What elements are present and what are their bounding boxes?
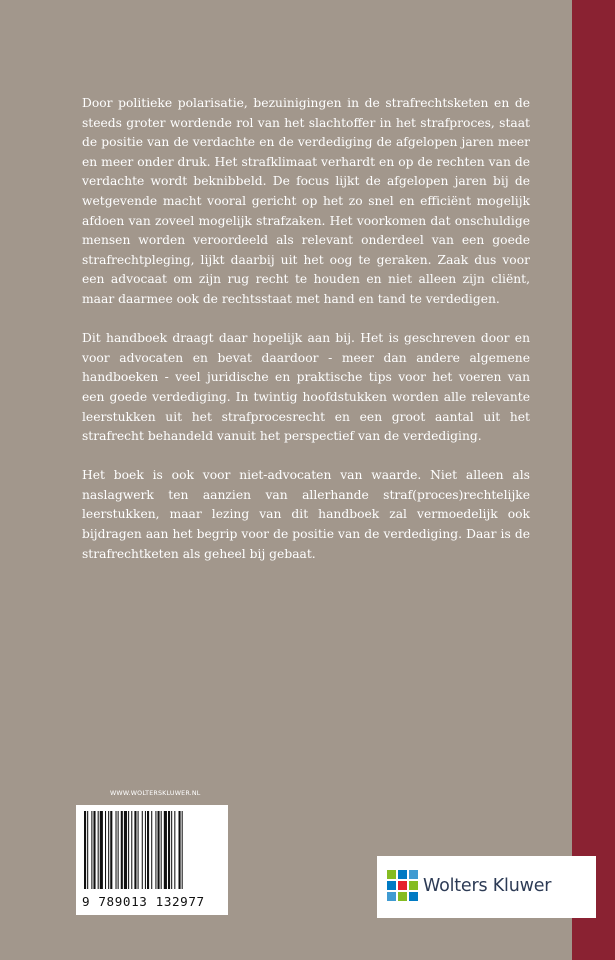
publisher-logo-box	[377, 856, 596, 918]
isbn-digits: 9 789013 132977	[82, 894, 205, 909]
blurb-paragraph-2: Dit handboek draagt daar hopelijk aan bij. Het is geschreven door en voor advocaten en bevat daardoor - meer dan andere algemene handboeken - veel juridische en praktische tips voor het voeren van een goede verdediging. In twintig hoofdstukken worden alle relevante leerstukken uit het strafprocesrecht en een groot aantal uit het strafrecht behandeld vanuit het perspectief van de verdediging.	[82, 331, 530, 444]
website-url: WWW.WOLTERSKLUWER.NL	[110, 790, 201, 797]
wolters-kluwer-logo-icon	[387, 870, 419, 906]
isbn-barcode	[76, 805, 228, 915]
spine-strip	[572, 0, 615, 960]
publisher-name: Wolters Kluwer	[423, 876, 552, 896]
barcode-block	[76, 790, 228, 915]
blurb-text	[82, 94, 530, 584]
blurb-paragraph-3: Het boek is ook voor niet-advocaten van waarde. Niet alleen als naslagwerk ten aanzien van allerhande straf(proces)rechtelijke leerstukken, maar lezing van dit handboek zal vermoedelijk ook bijdragen aan het begrip voor de positie van de verdediging. Daar is de strafrechtketen als geheel bij gebaat.	[82, 468, 530, 561]
barcode-bars	[76, 805, 228, 893]
blurb-paragraph-1: Door politieke polarisatie, bezuinigingen in de strafrechtsketen en de steeds groter wordende rol van het slachtoffer in het strafproces, staat de positie van de verdachte en de verdediging de afgelopen jaren meer en meer onder druk. Het strafklimaat verhardt en op de rechten van de verdachte wordt beknibbeld. De focus lijkt de afgelopen jaren bij de wetgevende macht vooral gericht op het zo snel en efficiënt mogelijk afdoen van zoveel mogelijk strafzaken. Het voorkomen dat onschuldige mensen worden veroordeeld als relevant onderdeel van een goede strafrechtpleging, lijkt daarbij uit het oog te geraken. Zaak dus voor een advocaat om zijn rug recht te houden en niet alleen zijn cliënt, maar daarmee ook de rechtsstaat met hand en tand te verdedigen.	[82, 96, 530, 306]
